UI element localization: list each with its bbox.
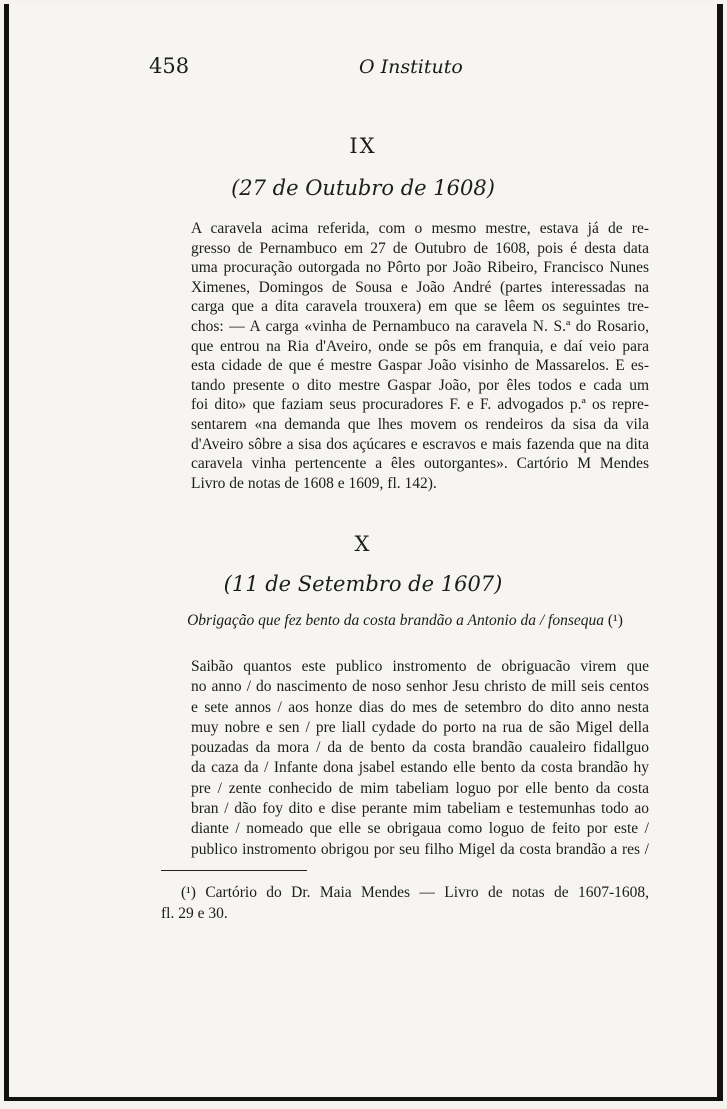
subtitle-text: Obrigação que fez bento da costa brandão a Antonio da / fonsequa xyxy=(187,612,605,629)
paragraph-line: esta cidade de que é mestre Gaspar João visinho de Massarelos. E es- xyxy=(191,357,649,375)
section-ix-date: (27 de Outubro de 1608) xyxy=(231,176,495,200)
paragraph-line: tando presente o dito mestre Gaspar João, por êles todos e cada um xyxy=(191,376,649,394)
paragraph-line: que entrou na Ria d'Aveiro, onde se pôs em franquia, e daí veio para xyxy=(191,337,649,355)
paragraph-line: Ximenes, Domingos de Sousa e João André (partes interessadas na xyxy=(191,278,649,296)
paragraph-line: caravela vinha pertencente a êles outorgantes». Cartório M Mendes xyxy=(191,455,649,473)
paragraph-line: sentarem «na demanda que lhes movem os rendeiros da sisa da vila xyxy=(191,415,649,433)
page-border-bottom xyxy=(9,1097,717,1101)
section-x-paragraph xyxy=(161,657,649,860)
section-x-date: (11 de Setembro de 1607) xyxy=(223,572,503,596)
paragraph-line: no anno / do nascimento de noso senhor Jesu christo de mill seis centos xyxy=(191,678,649,696)
book-page xyxy=(4,4,723,1101)
page-number: 458 xyxy=(149,54,190,78)
paragraph-line: gresso de Pernambuco em 27 de Outubro de 1608, pois é desta data xyxy=(191,239,649,257)
section-ix-paragraph xyxy=(161,219,649,493)
footnote xyxy=(161,882,649,924)
paragraph-line: d'Aveiro sôbre a sisa dos açúcares e escravos e mais fazenda que na dita xyxy=(191,435,649,453)
paragraph-line: diante / nomeado que elle se obrigaua como loguo de feito por este / xyxy=(191,820,649,838)
footnote-rule xyxy=(161,870,307,871)
paragraph-line: pouzadas da mora / da de bento da costa brandão caualeiro fidallguo xyxy=(191,739,649,757)
section-ix-heading: IX xyxy=(349,134,377,158)
paragraph-line: da caza da / Infante dona jsabel estando elle bento da costa brandão hy xyxy=(191,759,649,777)
paragraph-line: muy nobre e sen / pre liall cydade do porto na rua de são Migel della xyxy=(191,718,649,736)
subtitle-note-ref: (¹) xyxy=(607,612,623,629)
paragraph-line: Saibão quantos este publico instromento de obriguacão virem que xyxy=(191,658,649,675)
section-x-subtitle xyxy=(161,612,649,630)
paragraph-line: bran / dão foy dito e dise perante mim tabeliam e testemunhas todo ao xyxy=(191,800,649,818)
footnote-line-2: fl. 29 e 30. xyxy=(161,905,228,922)
paragraph-line: chos: — A carga «vinha de Pernambuco na caravela N. S.ª do Rosario, xyxy=(191,317,649,335)
footnote-line-1 xyxy=(161,882,649,903)
running-title: O Instituto xyxy=(359,56,463,78)
section-x-heading: X xyxy=(354,532,372,556)
paragraph-line: publico instromento obrigou por seu filho Migel da costa brandão a res / xyxy=(191,840,649,858)
paragraph-line: pre / zente conhecido de mim tabeliam loguo por elle bento da costa xyxy=(191,779,649,797)
paragraph-line: A caravela acima referida, com o mesmo mestre, estava já de re- xyxy=(191,220,649,237)
footnote-text: Cartório do Dr. Maia Mendes — Livro de notas de 1607-1608, xyxy=(205,884,649,901)
running-head xyxy=(149,54,649,84)
paragraph-line: carga que a dita caravela trouxera) em que se lêem os seguintes tre- xyxy=(191,298,649,316)
paragraph-line: Livro de notas de 1608 e 1609, fl. 142). xyxy=(191,474,437,492)
paragraph-line: foi dito» que faziam seus procuradores F. e F. advogados p.ª os repre- xyxy=(191,396,649,414)
footnote-marker: (¹) xyxy=(181,884,196,901)
paragraph-line: e sete annos / aos honze dias do mes de setembro do dito anno nesta xyxy=(191,698,649,716)
paragraph-line: uma procuração outorgada no Pôrto por João Ribeiro, Francisco Nunes xyxy=(191,259,649,277)
